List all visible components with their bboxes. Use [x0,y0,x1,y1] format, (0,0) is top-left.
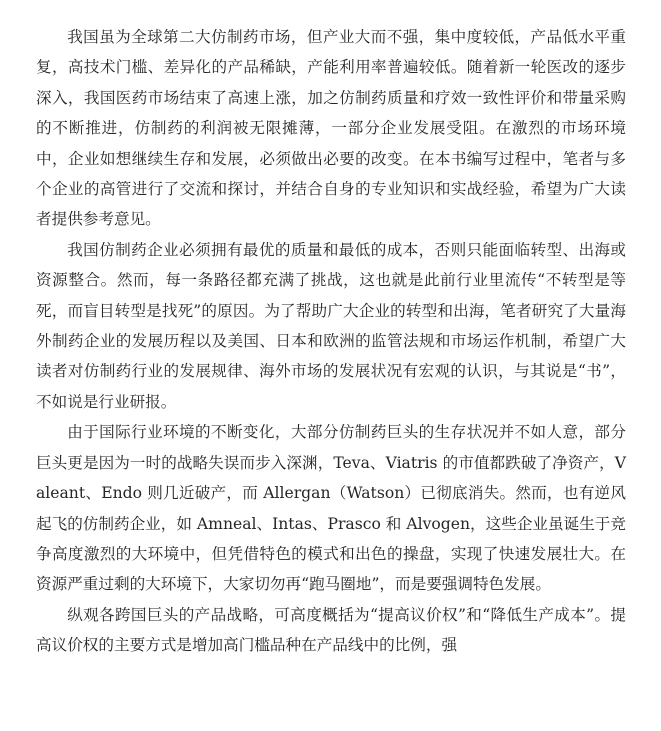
paragraph-4: 纵观各跨国巨头的产品战略，可高度概括为“提高议价权”和“降低生产成本”。提高议价权的主要方式是增加高门槛品种在产品线中的比例，强 [36,605,626,655]
paragraph-3: 由于国际行业环境的不断变化，大部分仿制药巨头的生存状况并不如人意，部分巨头更是因为一时的战略失误而步入深渊，Teva、Viatris 的市值都跌破了净资产，Valeant、Endo 则几近破产，而 Allergan（Watson）已彻底消失。然而，也有逆风起飞的仿制药企业，如 Amneal、Intas、Prasco 和 Alvogen，这些企业虽诞生于竞争高度激烈的大环境中，但凭借特色的模式和出色的操盘，实现了快速发展壮大。在资源严重过剩的大环境下，大家切勿再“跑马圈地”，而是要强调特色发展。 [36,423,626,594]
document-body [36,22,626,661]
paragraph-1: 我国虽为全球第二大仿制药市场，但产业大而不强，集中度较低，产品低水平重复，高技术门槛、差异化的产品稀缺，产能利用率普遍较低。随着新一轮医改的逐步深入，我国医药市场结束了高速上涨，加之仿制药质量和疗效一致性评价和带量采购的不断推进，仿制药的利润被无限摊薄，一部分企业发展受阻。在激烈的市场环境中，企业如想继续生存和发展，必须做出必要的改变。在本书编写过程中，笔者与多个企业的高管进行了交流和探讨，并结合自身的专业知识和实战经验，希望为广大读者提供参考意见。 [36,28,626,229]
paragraph-2: 我国仿制药企业必须拥有最优的质量和最低的成本，否则只能面临转型、出海或资源整合。然而，每一条路径都充满了挑战，这也就是此前行业里流传“不转型是等死，而盲目转型是找死”的原因。为了帮助广大企业的转型和出海，笔者研究了大量海外制药企业的发展历程以及美国、日本和欧洲的监管法规和市场运作机制，希望广大读者对仿制药行业的发展规律、海外市场的发展状况有宏观的认识，与其说是“书”，不如说是行业研报。 [36,240,626,411]
